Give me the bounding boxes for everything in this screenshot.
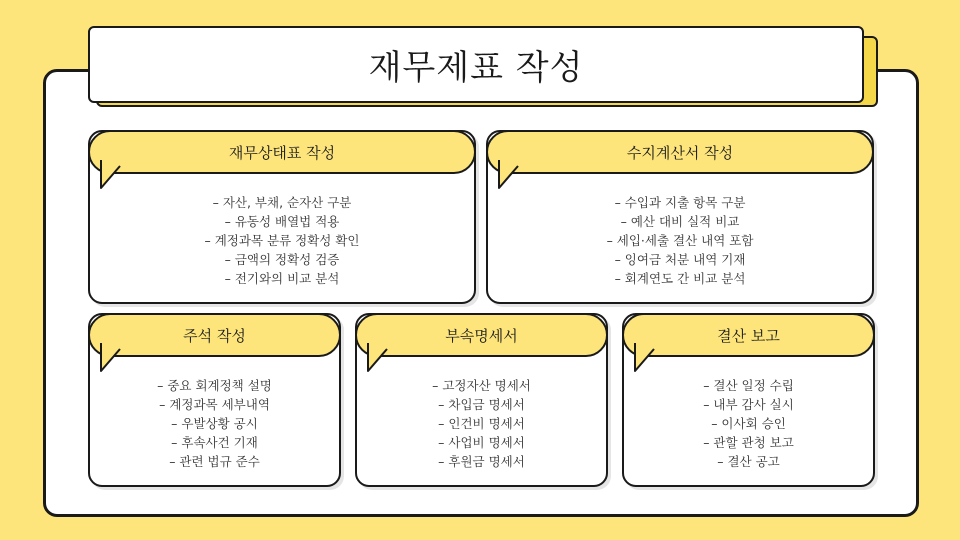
- card-items: [624, 376, 873, 471]
- card-balance-sheet: [88, 130, 476, 304]
- card-heading: 부속명세서: [355, 313, 608, 357]
- list-item: – 유동성 배열법 적용: [224, 214, 340, 229]
- card-income-statement: [486, 130, 874, 304]
- card-settlement-report: [622, 313, 875, 487]
- list-item: – 전기와의 비교 분석: [224, 271, 340, 286]
- list-item: – 차입금 명세서: [438, 397, 525, 412]
- speech-tail-icon: [367, 343, 389, 373]
- list-item: – 계정과목 세부내역: [159, 397, 270, 412]
- card-schedules: [355, 313, 608, 487]
- speech-tail-icon: [498, 160, 520, 190]
- card-heading: 결산 보고: [622, 313, 875, 357]
- card-items: [357, 376, 606, 471]
- page-title: 재무제표 작성: [368, 48, 584, 88]
- list-item: – 사업비 명세서: [438, 435, 525, 450]
- list-item: – 관할 관청 보고: [703, 435, 794, 450]
- list-item: – 후속사건 기재: [171, 435, 258, 450]
- list-item: – 고정자산 명세서: [432, 378, 531, 393]
- card-notes: [88, 313, 341, 487]
- list-item: – 자산, 부채, 순자산 구분: [212, 195, 352, 210]
- list-item: – 예산 대비 실적 비교: [620, 214, 740, 229]
- list-item: – 인건비 명세서: [438, 416, 525, 431]
- card-heading: 수지계산서 작성: [486, 130, 874, 174]
- card-items: [488, 193, 872, 288]
- speech-tail-icon: [100, 343, 122, 373]
- list-item: – 계정과목 분류 정확성 확인: [204, 233, 360, 248]
- list-item: – 세입·세출 결산 내역 포함: [606, 233, 754, 248]
- list-item: – 잉여금 처분 내역 기재: [614, 252, 746, 267]
- list-item: – 내부 감사 실시: [703, 397, 794, 412]
- card-heading: 재무상태표 작성: [88, 130, 476, 174]
- list-item: – 우발상황 공시: [171, 416, 258, 431]
- card-items: [90, 193, 474, 288]
- list-item: – 후원금 명세서: [438, 454, 525, 469]
- list-item: – 회계연도 간 비교 분석: [614, 271, 746, 286]
- list-item: – 수입과 지출 항목 구분: [614, 195, 746, 210]
- title-box: [88, 26, 864, 103]
- speech-tail-icon: [634, 343, 656, 373]
- list-item: – 이사회 승인: [711, 416, 786, 431]
- speech-tail-icon: [100, 160, 122, 190]
- card-heading: 주석 작성: [88, 313, 341, 357]
- card-items: [90, 376, 339, 471]
- list-item: – 금액의 정확성 검증: [224, 252, 340, 267]
- list-item: – 결산 일정 수립: [703, 378, 794, 393]
- list-item: – 관련 법규 준수: [169, 454, 260, 469]
- list-item: – 중요 회계정책 설명: [157, 378, 272, 393]
- list-item: – 결산 공고: [717, 454, 780, 469]
